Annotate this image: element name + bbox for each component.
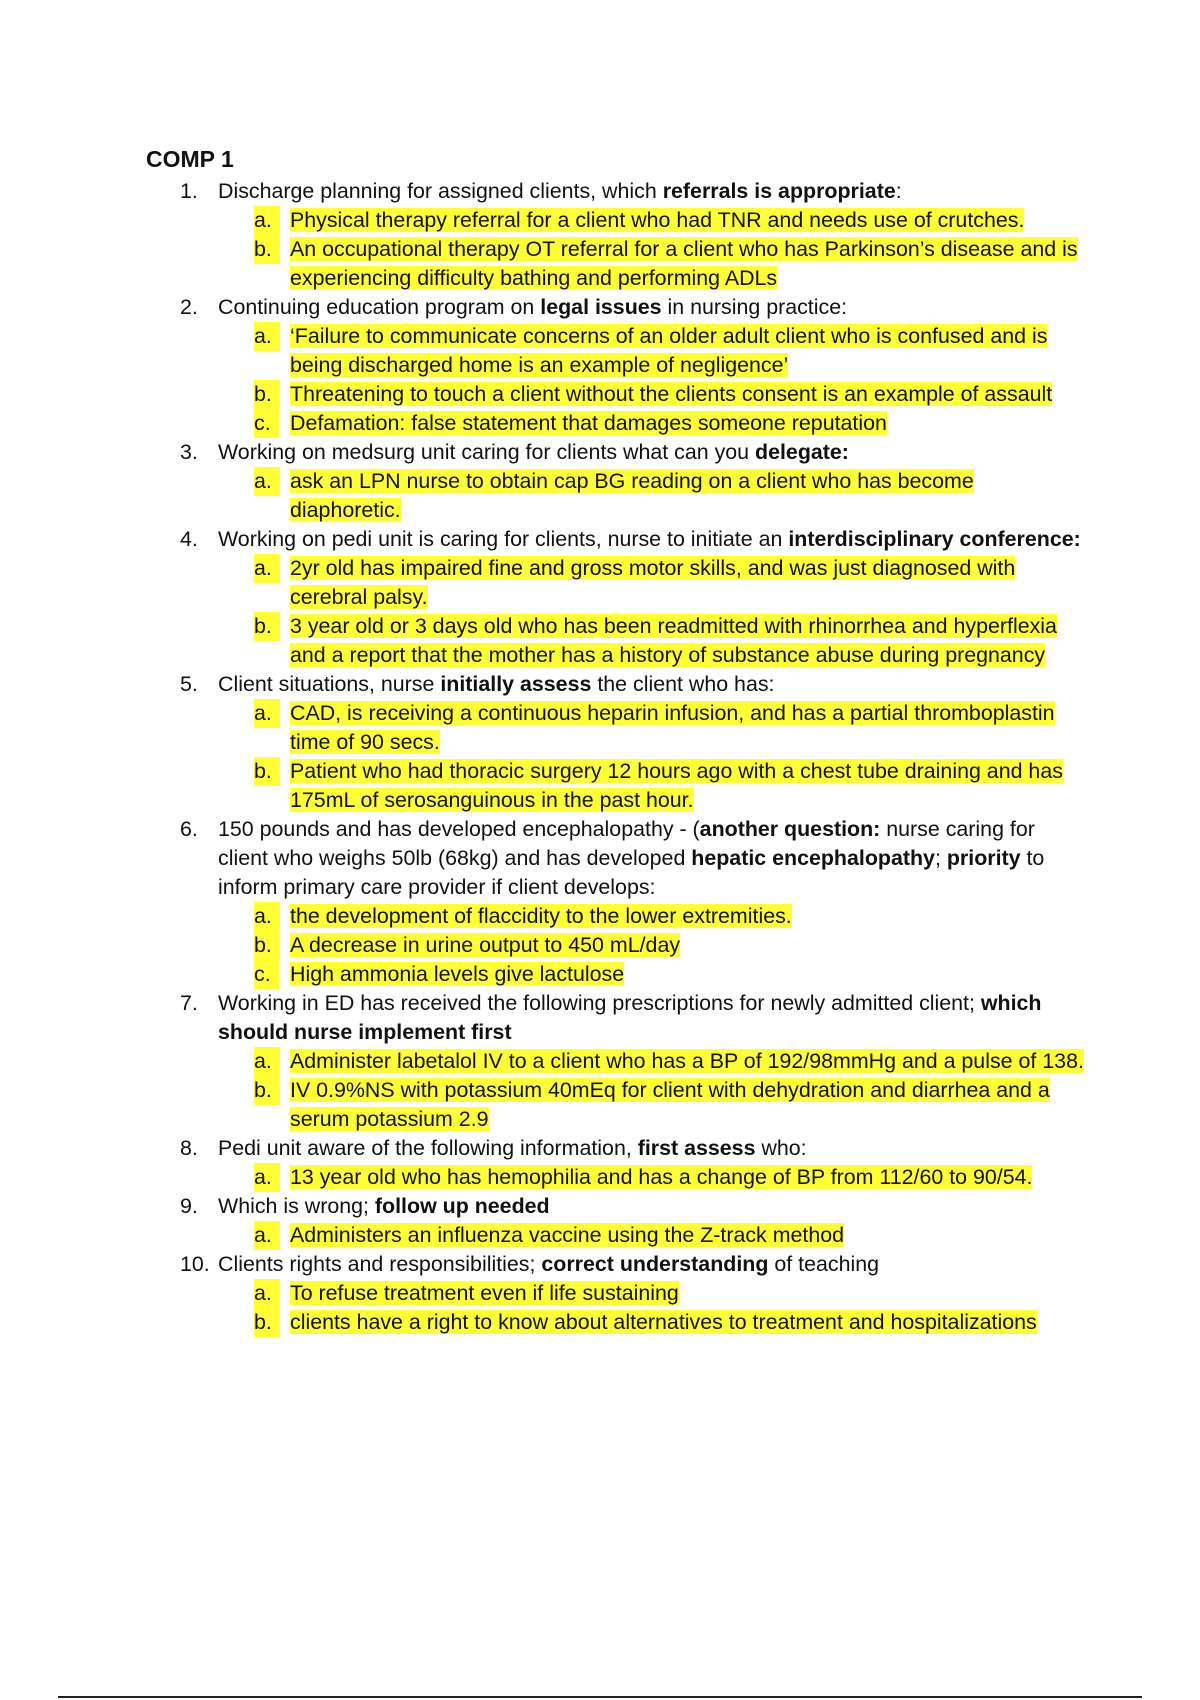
answer-item — [218, 554, 1086, 612]
answer-text-highlighted: 2yr old has impaired fine and gross motor skills, and was just diagnosed with cerebral palsy. — [290, 556, 1016, 609]
question-text-part: in nursing practice: — [661, 295, 848, 319]
question-keyword: initially assess — [440, 672, 592, 696]
question-number: 6. — [180, 817, 198, 841]
answer-letter: c. — [254, 409, 279, 438]
answer-letter: b. — [254, 612, 280, 641]
question-keyword: correct understanding — [541, 1252, 769, 1276]
answer-text-highlighted: IV 0.9%NS with potassium 40mEq for client with dehydration and diarrhea and a serum potassium 2.9 — [290, 1078, 1050, 1131]
answer-item — [218, 235, 1086, 293]
answer-item — [218, 960, 1086, 989]
answer-letter: b. — [254, 1308, 280, 1337]
answer-item — [218, 1221, 1086, 1250]
answer-item — [218, 1047, 1086, 1076]
question-keyword: another question: — [699, 817, 881, 841]
question-keyword: follow up needed — [374, 1194, 550, 1218]
question-item — [146, 815, 1086, 989]
answer-list — [218, 1047, 1086, 1134]
question-item — [146, 989, 1086, 1134]
answer-text-highlighted: CAD, is receiving a continuous heparin infusion, and has a partial thromboplastin time of 90 secs. — [290, 701, 1055, 754]
question-text-part: Client situations, nurse — [218, 672, 441, 696]
question-text-part: Continuing education program on — [218, 295, 541, 319]
answer-item — [218, 409, 1086, 438]
question-text-part: : — [895, 179, 902, 203]
answer-letter: a. — [254, 1163, 280, 1192]
footer-rule — [58, 1696, 1142, 1698]
answer-letter: a. — [254, 902, 280, 931]
answer-letter: b. — [254, 931, 280, 960]
answer-letter: a. — [254, 467, 280, 496]
answer-list — [218, 206, 1086, 293]
question-text-part: of teaching — [768, 1252, 880, 1276]
question-number: 5. — [180, 672, 198, 696]
question-number: 2. — [180, 295, 198, 319]
answer-text-highlighted: To refuse treatment even if life sustaining — [290, 1281, 679, 1305]
answer-item — [218, 1163, 1086, 1192]
answer-list — [218, 554, 1086, 670]
answer-text-highlighted: An occupational therapy OT referral for a client who has Parkinson’s disease and is experiencing difficulty bathing and performing ADLs — [290, 237, 1078, 290]
question-text — [218, 295, 847, 319]
answer-letter: c. — [254, 960, 279, 989]
question-number: 1. — [180, 179, 198, 203]
question-text-part: Working in ED has received the following prescriptions for newly admitted client; — [218, 991, 981, 1015]
answer-text-highlighted: 3 year old or 3 days old who has been readmitted with rhinorrhea and hyperflexia and a report that the mother has a history of substance abuse during pregnancy — [290, 614, 1057, 667]
answer-letter: b. — [254, 757, 280, 786]
question-list — [146, 177, 1086, 1337]
question-item — [146, 525, 1086, 670]
question-text-part: Pedi unit aware of the following information, — [218, 1136, 638, 1160]
answer-list — [218, 699, 1086, 815]
answer-text-highlighted: ask an LPN nurse to obtain cap BG reading on a client who has become diaphoretic. — [290, 469, 974, 522]
answer-text-highlighted: Administer labetalol IV to a client who has a BP of 192/98mmHg and a pulse of 138. — [290, 1049, 1084, 1073]
question-text-part: Discharge planning for assigned clients, which — [218, 179, 663, 203]
document-title: COMP 1 — [146, 146, 234, 172]
question-text — [218, 817, 1044, 899]
answer-item — [218, 1308, 1086, 1337]
answer-item — [218, 931, 1086, 960]
answer-text-highlighted: 13 year old who has hemophilia and has a change of BP from 112/60 to 90/54. — [290, 1165, 1033, 1189]
question-item — [146, 1192, 1086, 1250]
question-item — [146, 670, 1086, 815]
answer-text-highlighted: Administers an influenza vaccine using the Z-track method — [290, 1223, 845, 1247]
question-keyword: interdisciplinary conference: — [788, 527, 1081, 551]
answer-text-highlighted: Threatening to touch a client without the clients consent is an example of assault — [290, 382, 1053, 406]
question-text — [218, 527, 1081, 551]
question-text-part: Which is wrong; — [218, 1194, 375, 1218]
question-keyword: delegate: — [755, 440, 849, 464]
question-keyword: referrals is appropriate — [662, 179, 896, 203]
answer-text-highlighted: Physical therapy referral for a client who had TNR and needs use of crutches. — [290, 208, 1025, 232]
question-text — [218, 1194, 550, 1218]
question-text — [218, 179, 902, 203]
question-text — [218, 991, 1042, 1044]
question-text — [218, 1252, 879, 1276]
answer-letter: b. — [254, 1076, 280, 1105]
question-number: 4. — [180, 527, 198, 551]
question-text-part: the client who has: — [591, 672, 775, 696]
question-text — [218, 672, 775, 696]
question-text-part: Clients rights and responsibilities; — [218, 1252, 542, 1276]
answer-list — [218, 1279, 1086, 1337]
question-text-part: Working on pedi unit is caring for clients, nurse to initiate an — [218, 527, 789, 551]
answer-text-highlighted: A decrease in urine output to 450 mL/day — [290, 933, 681, 957]
question-keyword: priority — [946, 846, 1021, 870]
answer-text-highlighted: clients have a right to know about alternatives to treatment and hospitalizations — [290, 1310, 1037, 1334]
question-text — [218, 1136, 807, 1160]
answer-letter: a. — [254, 1279, 280, 1308]
answer-item — [218, 206, 1086, 235]
question-keyword: which should nurse implement first — [218, 991, 1042, 1044]
question-text-part: who: — [755, 1136, 807, 1160]
answer-list — [218, 467, 1086, 525]
question-item — [146, 438, 1086, 525]
answer-item — [218, 1076, 1086, 1134]
answer-list — [218, 902, 1086, 989]
answer-list — [218, 322, 1086, 438]
question-item — [146, 177, 1086, 293]
answer-item — [218, 902, 1086, 931]
answer-item — [218, 1279, 1086, 1308]
question-keyword: first assess — [637, 1136, 756, 1160]
answer-list — [218, 1163, 1086, 1192]
question-item — [146, 1134, 1086, 1192]
answer-text-highlighted: High ammonia levels give lactulose — [290, 962, 625, 986]
question-number: 9. — [180, 1194, 198, 1218]
question-number: 7. — [180, 991, 198, 1015]
answer-text-highlighted: ‘Failure to communicate concerns of an older adult client who is confused and is being discharged home is an example of negligence’ — [290, 324, 1048, 377]
question-text-part: ; — [934, 846, 947, 870]
question-text-part: to inform primary care provider if client develops: — [218, 846, 1045, 899]
answer-letter: b. — [254, 235, 280, 264]
answer-letter: a. — [254, 206, 280, 235]
question-keyword: legal issues — [540, 295, 662, 319]
question-item — [146, 293, 1086, 438]
answer-list — [218, 1221, 1086, 1250]
answer-item — [218, 380, 1086, 409]
answer-letter: a. — [254, 322, 280, 351]
question-text — [218, 440, 849, 464]
question-number: 10. — [180, 1252, 210, 1276]
question-keyword: hepatic encephalopathy — [691, 846, 935, 870]
answer-text-highlighted: the development of flaccidity to the lower extremities. — [290, 904, 792, 928]
question-number: 3. — [180, 440, 198, 464]
answer-letter: a. — [254, 699, 280, 728]
answer-letter: a. — [254, 554, 280, 583]
answer-item — [218, 612, 1086, 670]
answer-item — [218, 322, 1086, 380]
answer-text-highlighted: Defamation: false statement that damages someone reputation — [290, 411, 887, 435]
answer-item — [218, 757, 1086, 815]
answer-letter: a. — [254, 1221, 280, 1250]
question-number: 8. — [180, 1136, 198, 1160]
question-text-part: 150 pounds and has developed encephalopathy - ( — [218, 817, 700, 841]
question-item — [146, 1250, 1086, 1337]
answer-item — [218, 467, 1086, 525]
question-text-part: nurse caring for client who weighs 50lb (68kg) and has developed — [218, 817, 1035, 870]
answer-letter: a. — [254, 1047, 280, 1076]
answer-text-highlighted: Patient who had thoracic surgery 12 hours ago with a chest tube draining and has 175mL of serosanguinous in the past hour. — [290, 759, 1063, 812]
question-text-part: Working on medsurg unit caring for clients what can you — [218, 440, 756, 464]
answer-letter: b. — [254, 380, 280, 409]
answer-item — [218, 699, 1086, 757]
